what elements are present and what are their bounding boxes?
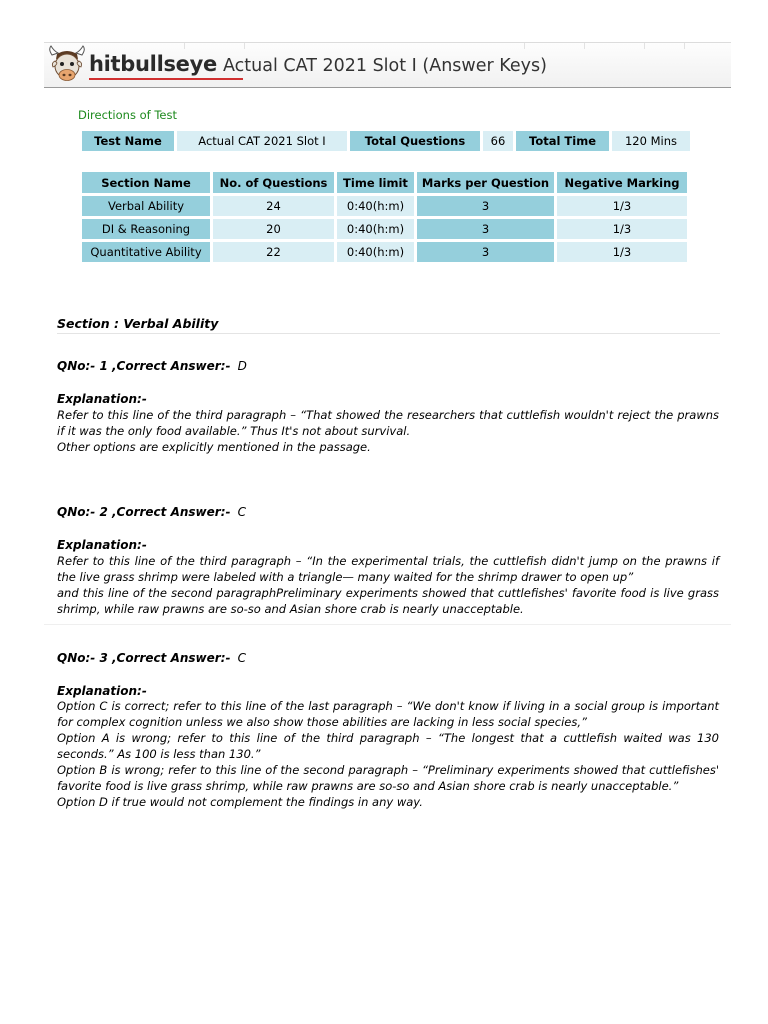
total-time-value: 120 Mins [612, 131, 690, 151]
table-cell: 1/3 [557, 196, 687, 216]
question-label: QNo:- 1 ,Correct Answer:- [57, 359, 231, 373]
page-header [44, 42, 731, 88]
explanation-line: Option C is correct; refer to this line of the last paragraph – “We don't know if living in a social group is important for complex cognition unless we also show those abilities are lacking in less social species,” [57, 699, 719, 729]
question-divider [44, 624, 731, 625]
table-cell: 3 [417, 242, 554, 262]
logo-underline [89, 78, 243, 80]
table-cell: 22 [213, 242, 334, 262]
test-info-table [79, 128, 693, 154]
correct-answer: C [237, 651, 247, 665]
question-header [57, 651, 246, 665]
explanation-line: Option B is wrong; refer to this line of the second paragraph – “Preliminary experiments showed that cuttlefishes' favorite food is live grass shrimp, while raw prawns are so-so and Asian shore crab is nearly unacceptable.” [57, 763, 719, 793]
directions-label: Directions of Test [78, 108, 177, 122]
explanation-line: Refer to this line of the third paragraph – “In the experimental trials, the cuttlefish didn't jump on the prawns if the live grass shrimp were labeled with a triangle— many waited for the shrimp drawer to open up” [57, 554, 719, 584]
column-header: Section Name [82, 172, 210, 193]
table-cell: 3 [417, 219, 554, 239]
explanation-line: Option A is wrong; refer to this line of the third paragraph – “The longest that a cuttlefish waited was 130 seconds.” As 100 is less than 130.” [57, 731, 719, 761]
explanation-label: Explanation:- [57, 538, 147, 552]
question-header [57, 505, 246, 519]
correct-answer: C [237, 505, 247, 519]
table-row [82, 196, 687, 216]
table-cell: 1/3 [557, 242, 687, 262]
sections-table [79, 169, 690, 265]
explanation-text [57, 407, 719, 455]
column-header: Marks per Question [417, 172, 554, 193]
total-time-label: Total Time [516, 131, 609, 151]
explanation-label: Explanation:- [57, 392, 147, 406]
table-cell: DI & Reasoning [82, 219, 210, 239]
sections-table-header-row [82, 172, 687, 193]
column-header: No. of Questions [213, 172, 334, 193]
table-row [82, 242, 687, 262]
bull-logo-icon [48, 45, 86, 89]
table-cell: 0:40(h:m) [337, 242, 414, 262]
test-name-label: Test Name [82, 131, 174, 151]
logo-text: hitbullseye [89, 52, 217, 76]
section-divider [57, 333, 720, 334]
table-cell: 0:40(h:m) [337, 196, 414, 216]
table-cell: Quantitative Ability [82, 242, 210, 262]
header-grid-line [184, 43, 185, 49]
table-cell: Verbal Ability [82, 196, 210, 216]
explanation-text [57, 698, 719, 810]
explanation-line: Option D if true would not complement the findings in any way. [57, 795, 423, 809]
column-header: Negative Marking [557, 172, 687, 193]
page-title: Actual CAT 2021 Slot I (Answer Keys) [223, 56, 547, 76]
explanation-line: Refer to this line of the third paragraph – “That showed the researchers that cuttlefish wouldn't reject the prawns if it was the only food available.” Thus It's not about survival. [57, 408, 719, 438]
correct-answer: D [237, 359, 247, 373]
table-cell: 0:40(h:m) [337, 219, 414, 239]
explanation-label: Explanation:- [57, 684, 147, 698]
question-header [57, 359, 247, 373]
header-grid-line [244, 43, 245, 49]
explanation-text [57, 553, 719, 617]
explanation-line: and this line of the second paragraphPreliminary experiments showed that cuttlefishes' favorite food is live grass shrimp, while raw prawns are so-so and Asian shore crab is nearly unacceptable. [57, 586, 719, 616]
column-header: Time limit [337, 172, 414, 193]
header-grid-line [584, 43, 585, 49]
header-grid-line [524, 43, 525, 49]
total-questions-label: Total Questions [350, 131, 480, 151]
table-cell: 3 [417, 196, 554, 216]
explanation-line: Other options are explicitly mentioned in the passage. [57, 440, 371, 454]
question-label: QNo:- 2 ,Correct Answer:- [57, 505, 231, 519]
table-row [82, 219, 687, 239]
total-questions-value: 66 [483, 131, 513, 151]
table-cell: 1/3 [557, 219, 687, 239]
section-heading: Section : Verbal Ability [57, 316, 219, 331]
header-grid-line [644, 43, 645, 49]
table-cell: 24 [213, 196, 334, 216]
test-name-value: Actual CAT 2021 Slot I [177, 131, 347, 151]
header-grid-line [684, 43, 685, 49]
table-cell: 20 [213, 219, 334, 239]
question-label: QNo:- 3 ,Correct Answer:- [57, 651, 231, 665]
